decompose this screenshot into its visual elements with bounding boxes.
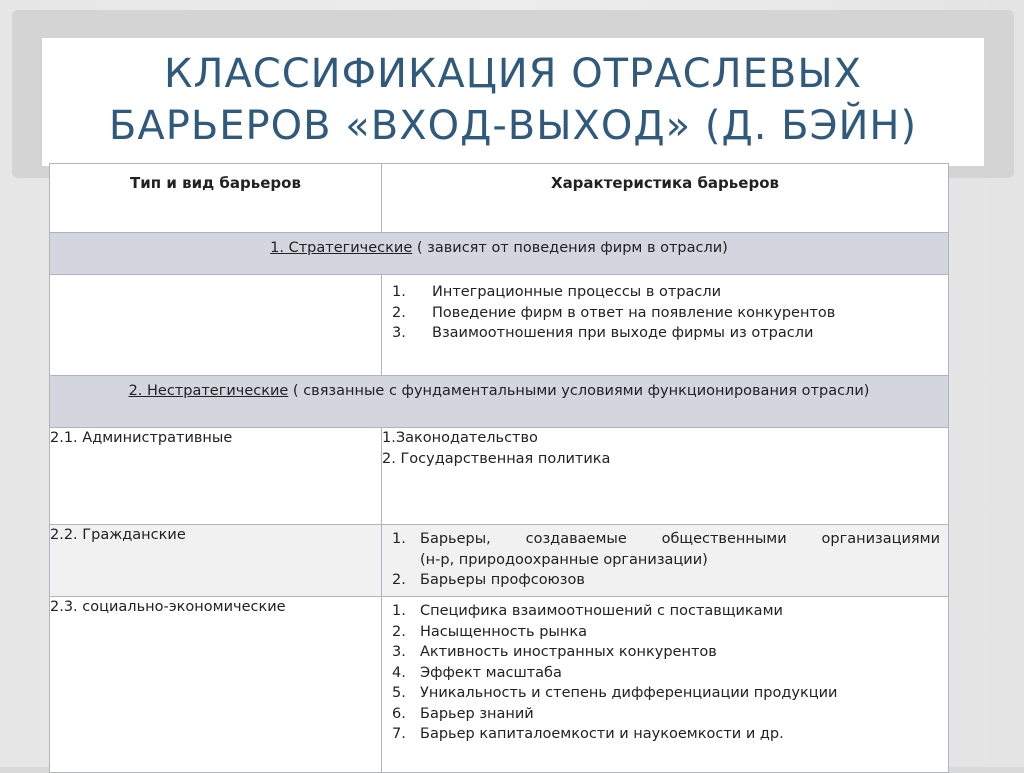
admin-line-2: 2. Государственная политика xyxy=(382,450,611,467)
title-line-2: БАРЬЕРОВ «ВХОД-ВЫХОД» (Д. БЭЙН) xyxy=(108,103,918,149)
nonstrategic-band xyxy=(50,376,949,428)
slide-title xyxy=(42,48,984,152)
admin-items-cell xyxy=(382,428,949,525)
civil-row xyxy=(50,525,949,597)
title-box xyxy=(42,38,984,166)
strategic-note: ( зависят от поведения фирм в отрасли) xyxy=(412,240,728,256)
admin-line-1: 1.Законодательство xyxy=(382,430,538,446)
strategic-list xyxy=(382,275,948,344)
list-item: 6. Барьер знаний xyxy=(392,705,534,722)
socio-items-cell xyxy=(382,597,949,773)
strategic-type-cell xyxy=(50,275,382,376)
admin-type-cell: 2.1. Административные xyxy=(50,428,382,525)
list-item: 7. Барьер капиталоемкости и наукоемкости и др. xyxy=(392,726,784,742)
list-item: 1. Барьеры, создаваемые общественными организациями (н-р, природоохранные организации) xyxy=(392,531,940,568)
header-characteristic: Характеристика барьеров xyxy=(382,164,949,233)
socio-type-cell: 2.3. социально-экономические xyxy=(50,597,382,773)
nonstrategic-band-row xyxy=(50,376,949,428)
list-item: 2. Поведение фирм в ответ на появление конкурентов xyxy=(392,304,836,321)
civil-list xyxy=(382,525,948,591)
nonstrategic-label: 2. Нестратегические xyxy=(128,383,289,399)
list-item: 2. Барьеры профсоюзов xyxy=(392,572,585,588)
civil-type-cell: 2.2. Гражданские xyxy=(50,525,382,597)
socio-list xyxy=(382,597,948,745)
strategic-label: 1. Стратегические xyxy=(270,240,413,256)
list-item: 1. Специфика взаимоотношений с поставщиками xyxy=(392,603,783,619)
strategic-band xyxy=(50,233,949,275)
list-item: 1. Интеграционные процессы в отрасли xyxy=(392,284,722,300)
list-item: 5. Уникальность и степень дифференциации продукции xyxy=(392,685,838,701)
nonstrategic-note: ( связанные с фундаментальными условиями функционирования отрасли) xyxy=(288,383,870,399)
table-header-row xyxy=(50,164,949,233)
admin-row xyxy=(50,428,949,525)
strategic-items-cell xyxy=(382,275,949,376)
title-line-1: КЛАССИФИКАЦИЯ ОТРАСЛЕВЫХ xyxy=(163,51,863,97)
list-item: 3. Взаимоотношения при выходе фирмы из отрасли xyxy=(392,325,814,341)
strategic-band-row xyxy=(50,233,949,275)
strategic-items-row xyxy=(50,275,949,376)
list-item: 4. Эффект масштаба xyxy=(392,664,562,681)
header-type: Тип и вид барьеров xyxy=(50,164,382,233)
list-item: 3. Активность иностранных конкурентов xyxy=(392,644,717,660)
barriers-table xyxy=(49,163,949,773)
list-item: 2. Насыщенность рынка xyxy=(392,623,587,640)
civil-items-cell xyxy=(382,525,949,597)
socio-row xyxy=(50,597,949,773)
